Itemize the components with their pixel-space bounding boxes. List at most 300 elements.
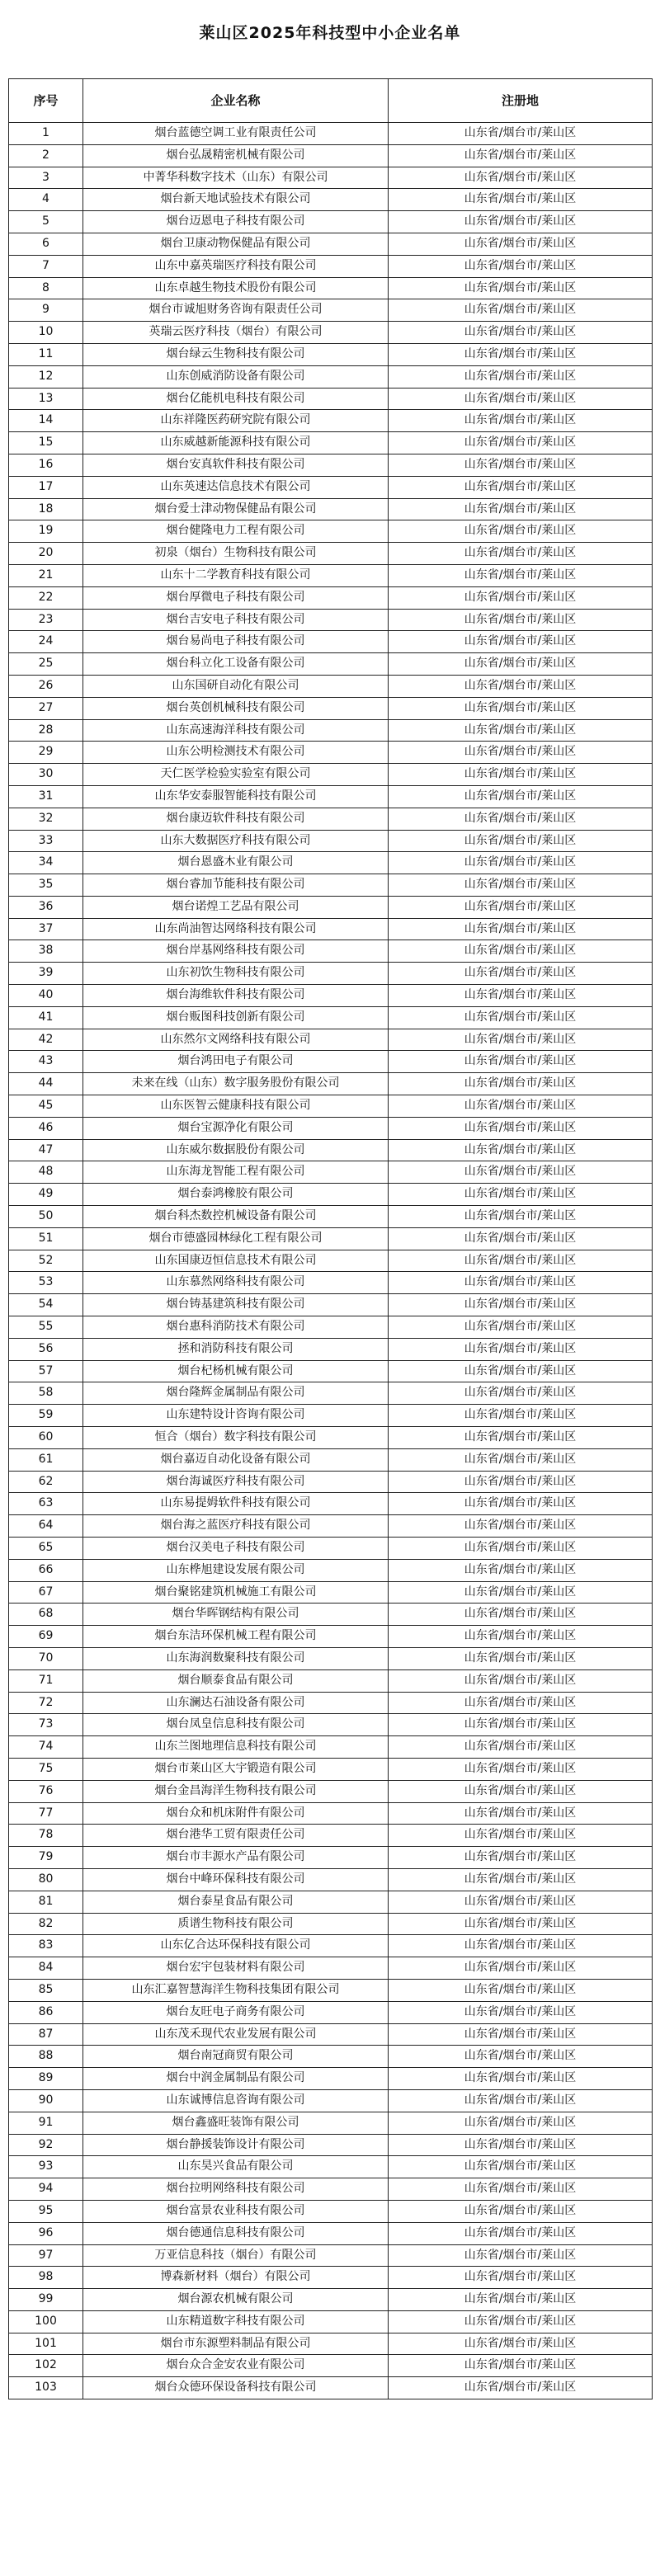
table-row xyxy=(9,1780,653,1802)
row-number: 93 xyxy=(9,2156,83,2178)
table-row xyxy=(9,343,653,365)
row-number: 52 xyxy=(9,1250,83,1272)
company-name: 烟台康迈软件科技有限公司 xyxy=(83,808,389,830)
row-number: 100 xyxy=(9,2310,83,2333)
registration-region: 山东省/烟台市/莱山区 xyxy=(389,1382,653,1405)
row-number: 48 xyxy=(9,1161,83,1184)
table-row xyxy=(9,2156,653,2178)
registration-region: 山东省/烟台市/莱山区 xyxy=(389,255,653,277)
row-number: 60 xyxy=(9,1427,83,1449)
table-row xyxy=(9,1073,653,1095)
header-region: 注册地 xyxy=(389,79,653,123)
table-row xyxy=(9,255,653,277)
table-row xyxy=(9,963,653,985)
registration-region: 山东省/烟台市/莱山区 xyxy=(389,189,653,211)
table-header-row xyxy=(9,79,653,123)
table-row xyxy=(9,2068,653,2090)
table-row xyxy=(9,1448,653,1471)
table-row xyxy=(9,1360,653,1382)
row-number: 8 xyxy=(9,277,83,299)
table-row xyxy=(9,1868,653,1891)
registration-region: 山东省/烟台市/莱山区 xyxy=(389,476,653,498)
row-number: 57 xyxy=(9,1360,83,1382)
company-name: 烟台卫康动物保健品有限公司 xyxy=(83,233,389,255)
registration-region: 山东省/烟台市/莱山区 xyxy=(389,432,653,454)
registration-region: 山东省/烟台市/莱山区 xyxy=(389,2068,653,2090)
registration-region: 山东省/烟台市/莱山区 xyxy=(389,1626,653,1648)
table-row xyxy=(9,1493,653,1515)
table-row xyxy=(9,1913,653,1935)
company-name: 烟台市丰源水产品有限公司 xyxy=(83,1847,389,1869)
row-number: 78 xyxy=(9,1825,83,1847)
company-name: 烟台海维软件科技有限公司 xyxy=(83,985,389,1007)
row-number: 19 xyxy=(9,520,83,543)
row-number: 20 xyxy=(9,543,83,565)
company-name: 烟台富景农业科技有限公司 xyxy=(83,2200,389,2222)
table-row xyxy=(9,2222,653,2244)
registration-region: 山东省/烟台市/莱山区 xyxy=(389,1935,653,1957)
company-name: 烟台众和机床附件有限公司 xyxy=(83,1802,389,1825)
company-name: 烟台岸基网络科技有限公司 xyxy=(83,940,389,963)
registration-region: 山东省/烟台市/莱山区 xyxy=(389,1184,653,1206)
row-number: 94 xyxy=(9,2178,83,2201)
table-row xyxy=(9,1029,653,1051)
registration-region: 山东省/烟台市/莱山区 xyxy=(389,1073,653,1095)
company-name: 初泉（烟台）生物科技有限公司 xyxy=(83,543,389,565)
row-number: 71 xyxy=(9,1669,83,1692)
company-name: 质谱生物科技有限公司 xyxy=(83,1913,389,1935)
row-number: 69 xyxy=(9,1626,83,1648)
page-title: 莱山区2025年科技型中小企业名单 xyxy=(199,24,461,42)
row-number: 77 xyxy=(9,1802,83,1825)
company-name: 山东国研自动化有限公司 xyxy=(83,675,389,697)
registration-region: 山东省/烟台市/莱山区 xyxy=(389,1868,653,1891)
row-number: 17 xyxy=(9,476,83,498)
row-number: 24 xyxy=(9,631,83,653)
registration-region: 山东省/烟台市/莱山区 xyxy=(389,1095,653,1118)
registration-region: 山东省/烟台市/莱山区 xyxy=(389,1736,653,1759)
company-name: 山东精道数字科技有限公司 xyxy=(83,2310,389,2333)
registration-region: 山东省/烟台市/莱山区 xyxy=(389,2310,653,2333)
registration-region: 山东省/烟台市/莱山区 xyxy=(389,2089,653,2112)
row-number: 89 xyxy=(9,2068,83,2090)
row-number: 5 xyxy=(9,211,83,233)
company-name: 烟台中峰环保科技有限公司 xyxy=(83,1868,389,1891)
company-name: 烟台南冠商贸有限公司 xyxy=(83,2046,389,2068)
company-name: 山东诚博信息咨询有限公司 xyxy=(83,2089,389,2112)
company-name: 山东卓越生物技术股份有限公司 xyxy=(83,277,389,299)
registration-region: 山东省/烟台市/莱山区 xyxy=(389,211,653,233)
table-row xyxy=(9,233,653,255)
table-row xyxy=(9,1139,653,1161)
table-row xyxy=(9,764,653,786)
company-name: 山东昊兴食品有限公司 xyxy=(83,2156,389,2178)
registration-region: 山东省/烟台市/莱山区 xyxy=(389,1847,653,1869)
registration-region: 山东省/烟台市/莱山区 xyxy=(389,520,653,543)
table-row xyxy=(9,1714,653,1736)
row-number: 30 xyxy=(9,764,83,786)
company-name: 烟台宝源净化有限公司 xyxy=(83,1117,389,1139)
table-row xyxy=(9,1294,653,1316)
company-name: 烟台爱士津动物保健品有限公司 xyxy=(83,498,389,520)
table-row xyxy=(9,1669,653,1692)
row-number: 74 xyxy=(9,1736,83,1759)
company-name: 烟台拉明网络科技有限公司 xyxy=(83,2178,389,2201)
registration-region: 山东省/烟台市/莱山区 xyxy=(389,985,653,1007)
table-row xyxy=(9,1626,653,1648)
company-name: 烟台吉安电子科技有限公司 xyxy=(83,609,389,631)
row-number: 53 xyxy=(9,1272,83,1294)
table-row xyxy=(9,1979,653,2001)
registration-region: 山东省/烟台市/莱山区 xyxy=(389,852,653,874)
row-number: 73 xyxy=(9,1714,83,1736)
company-name: 烟台凤皇信息科技有限公司 xyxy=(83,1714,389,1736)
registration-region: 山东省/烟台市/莱山区 xyxy=(389,631,653,653)
row-number: 23 xyxy=(9,609,83,631)
row-number: 98 xyxy=(9,2267,83,2289)
row-number: 2 xyxy=(9,144,83,167)
table-body xyxy=(9,123,653,2399)
row-number: 37 xyxy=(9,918,83,940)
company-name: 烟台安真软件科技有限公司 xyxy=(83,454,389,476)
table-row xyxy=(9,1538,653,1560)
table-row xyxy=(9,1382,653,1405)
company-name: 烟台厚微电子科技有限公司 xyxy=(83,586,389,609)
table-row xyxy=(9,299,653,322)
company-name: 山东大数据医疗科技有限公司 xyxy=(83,830,389,852)
company-name: 恒合（烟台）数字科技有限公司 xyxy=(83,1427,389,1449)
table-row xyxy=(9,675,653,697)
table-row xyxy=(9,719,653,742)
row-number: 32 xyxy=(9,808,83,830)
table-row xyxy=(9,697,653,719)
company-name: 烟台鑫盛旺装饰有限公司 xyxy=(83,2112,389,2134)
company-name: 烟台汉美电子科技有限公司 xyxy=(83,1538,389,1560)
company-name: 山东海龙智能工程有限公司 xyxy=(83,1161,389,1184)
company-name: 山东十二学教育科技有限公司 xyxy=(83,564,389,586)
registration-region: 山东省/烟台市/莱山区 xyxy=(389,1006,653,1029)
table-row xyxy=(9,1758,653,1780)
company-name: 山东海润数聚科技有限公司 xyxy=(83,1647,389,1669)
table-row xyxy=(9,785,653,808)
row-number: 62 xyxy=(9,1471,83,1493)
company-name: 烟台蓝德空调工业有限责任公司 xyxy=(83,123,389,145)
registration-region: 山东省/烟台市/莱山区 xyxy=(389,653,653,676)
company-name: 烟台科杰数控机械设备有限公司 xyxy=(83,1206,389,1228)
row-number: 70 xyxy=(9,1647,83,1669)
row-number: 49 xyxy=(9,1184,83,1206)
table-row xyxy=(9,940,653,963)
company-name: 烟台亿能机电科技有限公司 xyxy=(83,388,389,410)
row-number: 47 xyxy=(9,1139,83,1161)
registration-region: 山东省/烟台市/莱山区 xyxy=(389,1405,653,1427)
table-row xyxy=(9,1427,653,1449)
company-name: 烟台海诚医疗科技有限公司 xyxy=(83,1471,389,1493)
registration-region: 山东省/烟台市/莱山区 xyxy=(389,785,653,808)
table-row xyxy=(9,1095,653,1118)
row-number: 9 xyxy=(9,299,83,322)
row-number: 15 xyxy=(9,432,83,454)
company-name: 烟台聚铭建筑机械施工有限公司 xyxy=(83,1581,389,1604)
company-name: 烟台健隆电力工程有限公司 xyxy=(83,520,389,543)
row-number: 84 xyxy=(9,1957,83,1980)
row-number: 7 xyxy=(9,255,83,277)
row-number: 82 xyxy=(9,1913,83,1935)
row-number: 68 xyxy=(9,1604,83,1626)
row-number: 66 xyxy=(9,1559,83,1581)
registration-region: 山东省/烟台市/莱山区 xyxy=(389,2001,653,2023)
row-number: 79 xyxy=(9,1847,83,1869)
row-number: 80 xyxy=(9,1868,83,1891)
row-number: 39 xyxy=(9,963,83,985)
row-number: 59 xyxy=(9,1405,83,1427)
row-number: 45 xyxy=(9,1095,83,1118)
table-row xyxy=(9,918,653,940)
registration-region: 山东省/烟台市/莱山区 xyxy=(389,2377,653,2399)
row-number: 21 xyxy=(9,564,83,586)
company-name: 烟台源农机械有限公司 xyxy=(83,2289,389,2311)
table-row xyxy=(9,2046,653,2068)
table-row xyxy=(9,1405,653,1427)
table-row xyxy=(9,1559,653,1581)
registration-region: 山东省/烟台市/莱山区 xyxy=(389,1117,653,1139)
row-number: 36 xyxy=(9,896,83,918)
table-row xyxy=(9,167,653,189)
table-row xyxy=(9,874,653,897)
company-name: 烟台弘晟精密机械有限公司 xyxy=(83,144,389,167)
row-number: 51 xyxy=(9,1227,83,1250)
table-row xyxy=(9,365,653,388)
registration-region: 山东省/烟台市/莱山区 xyxy=(389,322,653,344)
company-name: 烟台市莱山区大宇锻造有限公司 xyxy=(83,1758,389,1780)
registration-region: 山东省/烟台市/莱山区 xyxy=(389,454,653,476)
registration-region: 山东省/烟台市/莱山区 xyxy=(389,1493,653,1515)
table-row xyxy=(9,1604,653,1626)
registration-region: 山东省/烟台市/莱山区 xyxy=(389,410,653,432)
registration-region: 山东省/烟台市/莱山区 xyxy=(389,388,653,410)
row-number: 11 xyxy=(9,343,83,365)
table-row xyxy=(9,2200,653,2222)
company-name: 烟台新天地试验技术有限公司 xyxy=(83,189,389,211)
table-row xyxy=(9,1581,653,1604)
enterprise-table xyxy=(8,78,653,2399)
company-name: 山东中嘉英瑞医疗科技有限公司 xyxy=(83,255,389,277)
registration-region: 山东省/烟台市/莱山区 xyxy=(389,675,653,697)
registration-region: 山东省/烟台市/莱山区 xyxy=(389,2222,653,2244)
row-number: 96 xyxy=(9,2222,83,2244)
company-name: 烟台德通信息科技有限公司 xyxy=(83,2222,389,2244)
company-name: 烟台科立化工设备有限公司 xyxy=(83,653,389,676)
registration-region: 山东省/烟台市/莱山区 xyxy=(389,1913,653,1935)
registration-region: 山东省/烟台市/莱山区 xyxy=(389,1647,653,1669)
row-number: 65 xyxy=(9,1538,83,1560)
row-number: 56 xyxy=(9,1338,83,1360)
registration-region: 山东省/烟台市/莱山区 xyxy=(389,1139,653,1161)
row-number: 76 xyxy=(9,1780,83,1802)
registration-region: 山东省/烟台市/莱山区 xyxy=(389,1316,653,1339)
company-name: 烟台贩图科技创新有限公司 xyxy=(83,1006,389,1029)
table-row xyxy=(9,2289,653,2311)
row-number: 34 xyxy=(9,852,83,874)
company-name: 山东桦旭建设发展有限公司 xyxy=(83,1559,389,1581)
table-row xyxy=(9,1250,653,1272)
company-name: 烟台泰鸿橡胶有限公司 xyxy=(83,1184,389,1206)
company-name: 山东威尔数据股份有限公司 xyxy=(83,1139,389,1161)
company-name: 山东澜达石油设备有限公司 xyxy=(83,1692,389,1714)
table-row xyxy=(9,1957,653,1980)
registration-region: 山东省/烟台市/莱山区 xyxy=(389,896,653,918)
table-row xyxy=(9,2355,653,2377)
registration-region: 山东省/烟台市/莱山区 xyxy=(389,764,653,786)
row-number: 44 xyxy=(9,1073,83,1095)
registration-region: 山东省/烟台市/莱山区 xyxy=(389,1538,653,1560)
registration-region: 山东省/烟台市/莱山区 xyxy=(389,874,653,897)
row-number: 16 xyxy=(9,454,83,476)
row-number: 6 xyxy=(9,233,83,255)
company-name: 烟台众德环保设备科技有限公司 xyxy=(83,2377,389,2399)
table-row xyxy=(9,1206,653,1228)
row-number: 3 xyxy=(9,167,83,189)
company-name: 烟台市东源塑料制品有限公司 xyxy=(83,2333,389,2355)
company-name: 烟台易尚电子科技有限公司 xyxy=(83,631,389,653)
row-number: 10 xyxy=(9,322,83,344)
company-name: 山东汇嘉智慧海洋生物科技集团有限公司 xyxy=(83,1979,389,2001)
row-number: 40 xyxy=(9,985,83,1007)
registration-region: 山东省/烟台市/莱山区 xyxy=(389,498,653,520)
table-row xyxy=(9,388,653,410)
registration-region: 山东省/烟台市/莱山区 xyxy=(389,1714,653,1736)
company-name: 天仁医学检验实验室有限公司 xyxy=(83,764,389,786)
table-row xyxy=(9,189,653,211)
registration-region: 山东省/烟台市/莱山区 xyxy=(389,1161,653,1184)
company-name: 山东易提姆软件科技有限公司 xyxy=(83,1493,389,1515)
registration-region: 山东省/烟台市/莱山区 xyxy=(389,1957,653,1980)
registration-region: 山东省/烟台市/莱山区 xyxy=(389,343,653,365)
registration-region: 山东省/烟台市/莱山区 xyxy=(389,365,653,388)
row-number: 92 xyxy=(9,2134,83,2156)
registration-region: 山东省/烟台市/莱山区 xyxy=(389,1825,653,1847)
registration-region: 山东省/烟台市/莱山区 xyxy=(389,1471,653,1493)
company-name: 烟台市诚旭财务咨询有限责任公司 xyxy=(83,299,389,322)
row-number: 81 xyxy=(9,1891,83,1913)
row-number: 58 xyxy=(9,1382,83,1405)
header-name: 企业名称 xyxy=(83,79,389,123)
table-row xyxy=(9,1006,653,1029)
registration-region: 山东省/烟台市/莱山区 xyxy=(389,2178,653,2201)
company-name: 烟台恩盛木业有限公司 xyxy=(83,852,389,874)
company-name: 烟台鸿田电子有限公司 xyxy=(83,1051,389,1073)
table-row xyxy=(9,2178,653,2201)
row-number: 28 xyxy=(9,719,83,742)
company-name: 山东英速达信息技术有限公司 xyxy=(83,476,389,498)
company-name: 山东高速海洋科技有限公司 xyxy=(83,719,389,742)
registration-region: 山东省/烟台市/莱山区 xyxy=(389,2200,653,2222)
table-row xyxy=(9,454,653,476)
table-row xyxy=(9,985,653,1007)
table-row xyxy=(9,852,653,874)
registration-region: 山东省/烟台市/莱山区 xyxy=(389,697,653,719)
table-row xyxy=(9,520,653,543)
row-number: 64 xyxy=(9,1515,83,1538)
registration-region: 山东省/烟台市/莱山区 xyxy=(389,1758,653,1780)
table-row xyxy=(9,1825,653,1847)
row-number: 50 xyxy=(9,1206,83,1228)
row-number: 46 xyxy=(9,1117,83,1139)
registration-region: 山东省/烟台市/莱山区 xyxy=(389,1051,653,1073)
registration-region: 山东省/烟台市/莱山区 xyxy=(389,1448,653,1471)
table-row xyxy=(9,1647,653,1669)
registration-region: 山东省/烟台市/莱山区 xyxy=(389,2244,653,2267)
company-name: 烟台东洁环保机械工程有限公司 xyxy=(83,1626,389,1648)
registration-region: 山东省/烟台市/莱山区 xyxy=(389,1427,653,1449)
company-name: 山东然尔文网络科技有限公司 xyxy=(83,1029,389,1051)
table-row xyxy=(9,653,653,676)
registration-region: 山东省/烟台市/莱山区 xyxy=(389,167,653,189)
registration-region: 山东省/烟台市/莱山区 xyxy=(389,1802,653,1825)
registration-region: 山东省/烟台市/莱山区 xyxy=(389,940,653,963)
table-row xyxy=(9,1227,653,1250)
registration-region: 山东省/烟台市/莱山区 xyxy=(389,144,653,167)
row-number: 97 xyxy=(9,2244,83,2267)
company-name: 烟台睿加节能科技有限公司 xyxy=(83,874,389,897)
table-row xyxy=(9,144,653,167)
company-name: 烟台中润金属制品有限公司 xyxy=(83,2068,389,2090)
table-row xyxy=(9,1338,653,1360)
registration-region: 山东省/烟台市/莱山区 xyxy=(389,2267,653,2289)
row-number: 38 xyxy=(9,940,83,963)
registration-region: 山东省/烟台市/莱山区 xyxy=(389,123,653,145)
company-name: 山东茂禾现代农业发展有限公司 xyxy=(83,2023,389,2046)
table-row xyxy=(9,1161,653,1184)
company-name: 山东威越新能源科技有限公司 xyxy=(83,432,389,454)
company-name: 山东国康迈恒信息技术有限公司 xyxy=(83,1250,389,1272)
registration-region: 山东省/烟台市/莱山区 xyxy=(389,2112,653,2134)
table-row xyxy=(9,2001,653,2023)
company-name: 烟台杞杨机械有限公司 xyxy=(83,1360,389,1382)
registration-region: 山东省/烟台市/莱山区 xyxy=(389,1780,653,1802)
company-name: 烟台宏宇包装材料有限公司 xyxy=(83,1957,389,1980)
registration-region: 山东省/烟台市/莱山区 xyxy=(389,277,653,299)
company-name: 烟台静援装饰设计有限公司 xyxy=(83,2134,389,2156)
registration-region: 山东省/烟台市/莱山区 xyxy=(389,543,653,565)
company-name: 烟台诺煌工艺品有限公司 xyxy=(83,896,389,918)
registration-region: 山东省/烟台市/莱山区 xyxy=(389,1979,653,2001)
table-row xyxy=(9,2310,653,2333)
company-name: 烟台顺泰食品有限公司 xyxy=(83,1669,389,1692)
company-name: 山东初饮生物科技有限公司 xyxy=(83,963,389,985)
table-row xyxy=(9,2089,653,2112)
table-row xyxy=(9,1515,653,1538)
company-name: 烟台绿云生物科技有限公司 xyxy=(83,343,389,365)
row-number: 27 xyxy=(9,697,83,719)
registration-region: 山东省/烟台市/莱山区 xyxy=(389,1272,653,1294)
table-row xyxy=(9,123,653,145)
table-row xyxy=(9,1272,653,1294)
company-name: 未来在线（山东）数字服务股份有限公司 xyxy=(83,1073,389,1095)
row-number: 83 xyxy=(9,1935,83,1957)
registration-region: 山东省/烟台市/莱山区 xyxy=(389,1029,653,1051)
table-row xyxy=(9,2267,653,2289)
registration-region: 山东省/烟台市/莱山区 xyxy=(389,808,653,830)
table-row xyxy=(9,2112,653,2134)
company-name: 山东亿合达环保科技有限公司 xyxy=(83,1935,389,1957)
registration-region: 山东省/烟台市/莱山区 xyxy=(389,1559,653,1581)
row-number: 35 xyxy=(9,874,83,897)
registration-region: 山东省/烟台市/莱山区 xyxy=(389,564,653,586)
row-number: 87 xyxy=(9,2023,83,2046)
registration-region: 山东省/烟台市/莱山区 xyxy=(389,830,653,852)
row-number: 42 xyxy=(9,1029,83,1051)
